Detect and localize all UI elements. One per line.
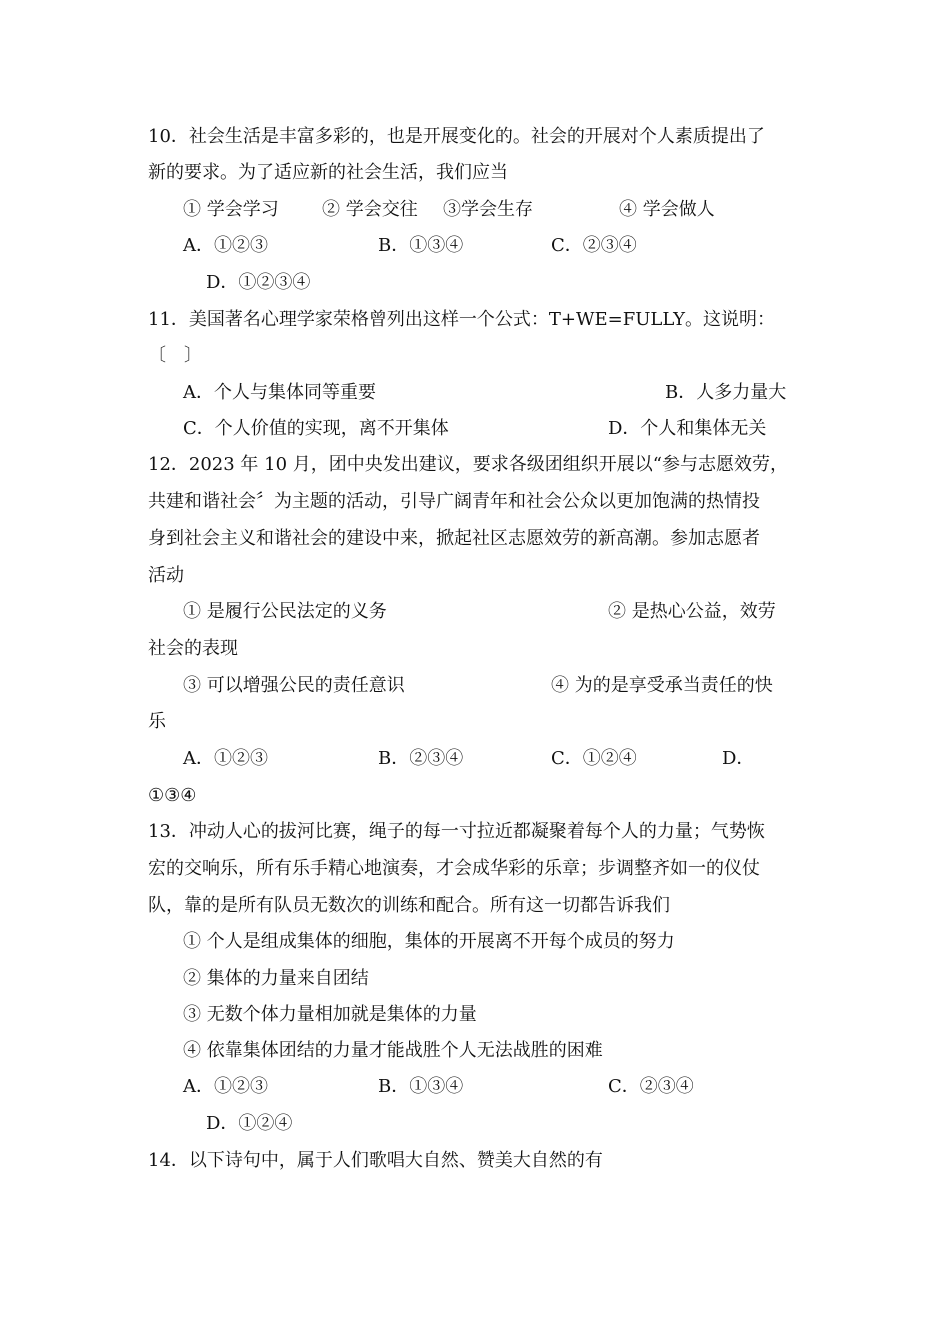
q12-item-3: ③ 可以增强公民的责任意识 <box>183 675 405 696</box>
q13-item-1: ① 个人是组成集体的细胞，集体的开展离不开每个成员的努力 <box>183 931 675 952</box>
q11-option-d: D．个人和集体无关 <box>608 418 767 439</box>
q13-stem-line3: 队，靠的是所有队员无数次的训练和配合。所有这一切都告诉我们 <box>148 895 670 916</box>
q10-item-1: ① 学会学习 <box>183 199 279 220</box>
q10-option-d: D．①②③④ <box>206 272 311 293</box>
q13-stem-line1: 13．冲动人心的拔河比赛，绳子的每一寸拉近都凝聚着每个人的力量；气势恢 <box>148 821 765 842</box>
q12-stem-line3: 身到社会主义和谐社会的建设中来，掀起社区志愿效劳的新高潮。参加志愿者 <box>148 528 760 549</box>
q13-item-2: ② 集体的力量来自团结 <box>183 968 369 989</box>
q12-stem-line4: 活动 <box>148 565 184 586</box>
q13-stem-line2: 宏的交响乐，所有乐手精心地演奏，才会成华彩的乐章；步调整齐如一的仪仗 <box>148 858 760 879</box>
q13-option-b: B．①③④ <box>378 1076 464 1097</box>
q12-option-d-label: D． <box>722 748 755 769</box>
q14-stem-line1: 14．以下诗句中，属于人们歌唱大自然、赞美大自然的有 <box>148 1150 603 1171</box>
q12-stem-line1: 12．2023 年 10 月，团中央发出建议，要求各级团组织开展以“参与志愿效劳， <box>148 454 788 475</box>
q12-item-4-cont: 乐 <box>148 711 166 732</box>
q12-item-2-cont: 社会的表现 <box>148 638 238 659</box>
q13-item-4: ④ 依靠集体团结的力量才能战胜个人无法战胜的困难 <box>183 1040 603 1061</box>
q12-option-b: B．②③④ <box>378 748 464 769</box>
q10-option-c: C．②③④ <box>551 235 637 256</box>
q12-option-a: A．①②③ <box>183 748 268 769</box>
q12-item-2: ② 是热心公益，效劳 <box>608 601 776 622</box>
q13-option-d: D．①②④ <box>206 1113 293 1134</box>
q12-item-1: ① 是履行公民法定的义务 <box>183 601 387 622</box>
q11-option-c: C．个人价值的实现，离不开集体 <box>183 418 449 439</box>
q12-option-c: C．①②④ <box>551 748 637 769</box>
q10-stem-line2: 新的要求。为了适应新的社会生活，我们应当 <box>148 162 508 183</box>
q12-stem-line2: 共建和谐社会〞为主题的活动，引导广阔青年和社会公众以更加饱满的热情投 <box>148 491 760 512</box>
q10-item-2: ② 学会交往 <box>322 199 418 220</box>
q13-item-3: ③ 无数个体力量相加就是集体的力量 <box>183 1004 477 1025</box>
q12-item-4: ④ 为的是享受承当责任的快 <box>551 675 773 696</box>
q11-option-b: B．人多力量大 <box>665 382 787 403</box>
q11-stem-line1: 11．美国著名心理学家荣格曾列出这样一个公式：T+WE=FULLY。这说明： <box>148 309 776 330</box>
q10-item-3: ③学会生存 <box>443 199 533 220</box>
q13-option-a: A．①②③ <box>183 1076 268 1097</box>
q10-stem-line1: 10．社会生活是丰富多彩的，也是开展变化的。社会的开展对个人素质提出了 <box>148 126 765 147</box>
q12-option-d-value: ①③④ <box>148 785 197 806</box>
q11-option-a: A．个人与集体同等重要 <box>183 382 376 403</box>
q11-answer-bracket: 〔 〕 <box>148 345 202 366</box>
q13-option-c: C．②③④ <box>608 1076 694 1097</box>
q10-item-4: ④ 学会做人 <box>619 199 715 220</box>
q10-option-a: A．①②③ <box>183 235 268 256</box>
q10-option-b: B．①③④ <box>378 235 464 256</box>
